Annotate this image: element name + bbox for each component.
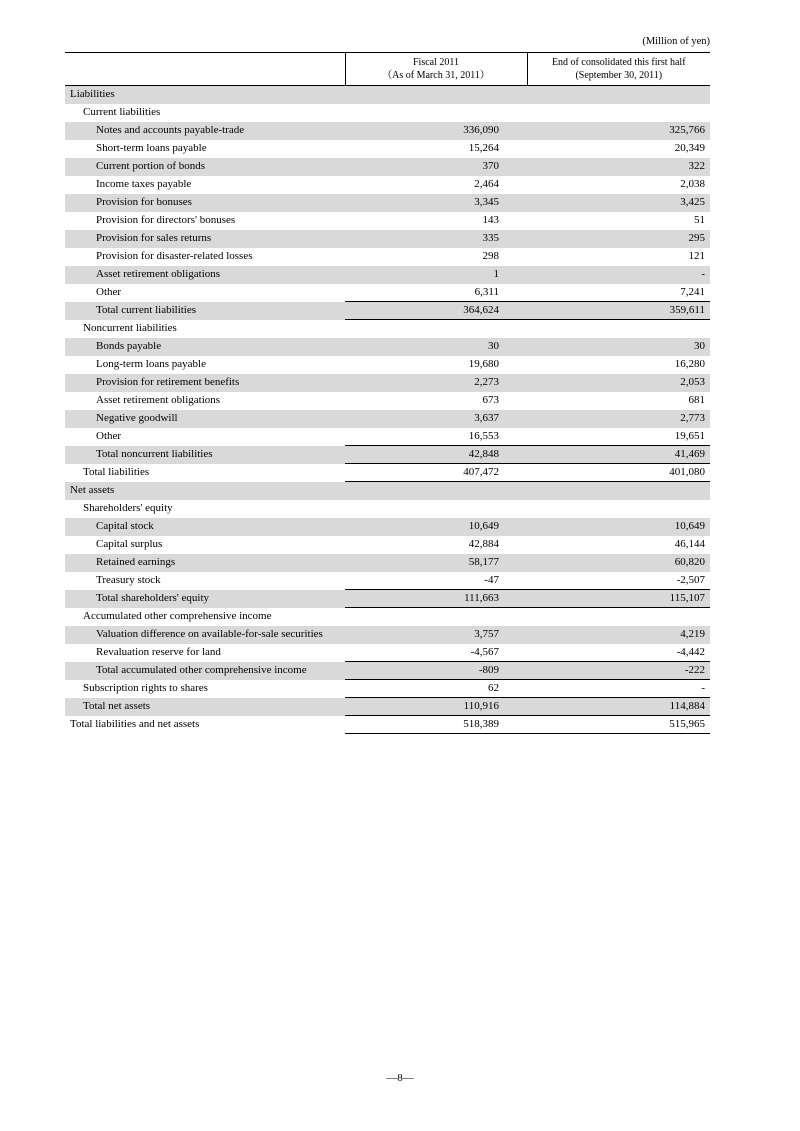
value-fiscal-2011: -47 bbox=[484, 573, 499, 586]
row-label: Total liabilities and net assets bbox=[70, 717, 200, 730]
row-label: Total net assets bbox=[65, 698, 345, 716]
table-row bbox=[65, 680, 710, 698]
table-row bbox=[65, 320, 710, 338]
table-row bbox=[65, 698, 710, 716]
value-fiscal-2011: 143 bbox=[482, 213, 499, 226]
value-first-half: -2,507 bbox=[676, 573, 705, 586]
value-fiscal-2011: -4,567 bbox=[470, 645, 499, 658]
value-fiscal-2011: 3,757 bbox=[345, 626, 527, 644]
row-label: Other bbox=[96, 429, 122, 442]
row-label: Noncurrent liabilities bbox=[83, 321, 177, 334]
value-first-half: - bbox=[527, 266, 710, 284]
table-row bbox=[65, 644, 710, 662]
value-first-half: 322 bbox=[527, 158, 710, 176]
row-label: Total shareholders' equity bbox=[65, 590, 345, 608]
value-first-half: 10,649 bbox=[527, 518, 710, 536]
value-fiscal-2011: 19,680 bbox=[468, 357, 499, 370]
row-label: Current portion of bonds bbox=[65, 158, 345, 176]
value-first-half: 60,820 bbox=[527, 554, 710, 572]
row-label: Net assets bbox=[65, 482, 345, 500]
row-label: Revaluation reserve for land bbox=[96, 645, 221, 658]
header-fiscal-2011-line2: （As of March 31, 2011） bbox=[382, 70, 490, 81]
value-fiscal-2011: 518,389 bbox=[345, 716, 527, 734]
header-row bbox=[65, 53, 710, 86]
value-first-half bbox=[527, 500, 710, 518]
value-first-half: 359,611 bbox=[527, 302, 710, 320]
page-number: —8— bbox=[386, 1072, 414, 1084]
table-row bbox=[65, 338, 710, 356]
value-fiscal-2011: 16,553 bbox=[468, 429, 499, 442]
value-first-half: 51 bbox=[694, 213, 705, 226]
table-row bbox=[65, 572, 710, 590]
table-row bbox=[65, 356, 710, 374]
value-fiscal-2011: 336,090 bbox=[345, 122, 527, 140]
table-row bbox=[65, 536, 710, 554]
value-fiscal-2011: 3,637 bbox=[345, 410, 527, 428]
value-first-half: 681 bbox=[688, 393, 705, 406]
value-fiscal-2011: 2,273 bbox=[345, 374, 527, 392]
value-first-half bbox=[527, 482, 710, 500]
value-fiscal-2011 bbox=[345, 104, 527, 122]
row-label: Treasury stock bbox=[96, 573, 161, 586]
value-first-half: -4,442 bbox=[676, 645, 705, 658]
unit-note: (Million of yen) bbox=[642, 36, 710, 47]
value-fiscal-2011: 370 bbox=[345, 158, 527, 176]
row-label: Provision for bonuses bbox=[65, 194, 345, 212]
row-label: Provision for retirement benefits bbox=[65, 374, 345, 392]
table-row bbox=[65, 176, 710, 194]
table-row bbox=[65, 626, 710, 644]
table-row bbox=[65, 86, 710, 104]
row-label: Notes and accounts payable-trade bbox=[65, 122, 345, 140]
value-fiscal-2011 bbox=[345, 500, 527, 518]
value-first-half: 515,965 bbox=[527, 716, 710, 734]
value-first-half: - bbox=[701, 681, 705, 694]
value-fiscal-2011: 42,848 bbox=[345, 446, 527, 464]
value-first-half: 4,219 bbox=[527, 626, 710, 644]
header-first-half bbox=[527, 53, 710, 86]
table-row bbox=[65, 428, 710, 446]
table-header bbox=[65, 53, 710, 86]
table-row bbox=[65, 590, 710, 608]
row-label: Liabilities bbox=[65, 86, 345, 104]
table-row bbox=[65, 482, 710, 500]
row-label: Short-term loans payable bbox=[96, 141, 207, 154]
table-row bbox=[65, 194, 710, 212]
row-label: Provision for directors' bonuses bbox=[96, 213, 236, 226]
row-label: Accumulated other comprehensive income bbox=[83, 609, 272, 622]
value-first-half: 30 bbox=[527, 338, 710, 356]
row-label: Current liabilities bbox=[83, 105, 161, 118]
balance-sheet-table bbox=[65, 52, 710, 734]
value-fiscal-2011: 407,472 bbox=[345, 464, 527, 482]
table-row bbox=[65, 266, 710, 284]
value-first-half: 121 bbox=[688, 249, 705, 262]
value-first-half bbox=[527, 608, 710, 626]
value-first-half: 16,280 bbox=[674, 357, 705, 370]
value-fiscal-2011: 58,177 bbox=[345, 554, 527, 572]
row-label: Total current liabilities bbox=[65, 302, 345, 320]
table-row bbox=[65, 716, 710, 734]
header-fiscal-2011-line1: Fiscal 2011 bbox=[412, 57, 459, 68]
row-label: Shareholders' equity bbox=[83, 501, 173, 514]
table-row bbox=[65, 284, 710, 302]
value-fiscal-2011: 111,663 bbox=[345, 590, 527, 608]
value-fiscal-2011: 335 bbox=[345, 230, 527, 248]
value-fiscal-2011 bbox=[345, 482, 527, 500]
value-first-half: 20,349 bbox=[674, 141, 705, 154]
value-first-half: 46,144 bbox=[674, 537, 705, 550]
row-label: Total noncurrent liabilities bbox=[65, 446, 345, 464]
row-label: Provision for sales returns bbox=[65, 230, 345, 248]
row-label: Total liabilities bbox=[83, 465, 150, 478]
table-row bbox=[65, 392, 710, 410]
value-first-half: 19,651 bbox=[674, 429, 705, 442]
table-row bbox=[65, 608, 710, 626]
value-fiscal-2011: 30 bbox=[345, 338, 527, 356]
value-fiscal-2011: 298 bbox=[482, 249, 499, 262]
value-fiscal-2011: -809 bbox=[345, 662, 527, 680]
row-label: Asset retirement obligations bbox=[96, 393, 221, 406]
table-row bbox=[65, 518, 710, 536]
table-row bbox=[65, 464, 710, 482]
table-row bbox=[65, 446, 710, 464]
value-first-half bbox=[527, 104, 710, 122]
value-first-half: 41,469 bbox=[527, 446, 710, 464]
row-label: Other bbox=[96, 285, 122, 298]
value-first-half: 3,425 bbox=[527, 194, 710, 212]
value-first-half: 2,053 bbox=[527, 374, 710, 392]
value-fiscal-2011 bbox=[345, 86, 527, 104]
value-fiscal-2011: 2,464 bbox=[474, 177, 499, 190]
value-first-half: -222 bbox=[527, 662, 710, 680]
value-fiscal-2011: 110,916 bbox=[345, 698, 527, 716]
value-first-half bbox=[527, 320, 710, 338]
value-first-half bbox=[527, 86, 710, 104]
value-first-half: 2,773 bbox=[527, 410, 710, 428]
table-row bbox=[65, 302, 710, 320]
value-fiscal-2011 bbox=[345, 608, 527, 626]
value-first-half: 401,080 bbox=[527, 464, 710, 482]
row-label: Subscription rights to shares bbox=[83, 681, 208, 694]
value-fiscal-2011: 364,624 bbox=[345, 302, 527, 320]
row-label: Capital stock bbox=[65, 518, 345, 536]
table-row bbox=[65, 248, 710, 266]
table-row bbox=[65, 374, 710, 392]
table-row bbox=[65, 212, 710, 230]
value-first-half: 114,884 bbox=[527, 698, 710, 716]
table-row bbox=[65, 554, 710, 572]
table-row bbox=[65, 662, 710, 680]
row-label: Income taxes payable bbox=[96, 177, 192, 190]
row-label: Provision for disaster-related losses bbox=[96, 249, 253, 262]
row-label: Valuation difference on available-for-sale securities bbox=[65, 626, 345, 644]
value-fiscal-2011: 10,649 bbox=[345, 518, 527, 536]
value-fiscal-2011: 6,311 bbox=[474, 285, 499, 298]
value-first-half: 2,038 bbox=[680, 177, 705, 190]
row-label: Total accumulated other comprehensive income bbox=[65, 662, 345, 680]
value-first-half: 115,107 bbox=[527, 590, 710, 608]
table-row bbox=[65, 230, 710, 248]
header-first-half-line1: End of consolidated this first half bbox=[551, 57, 686, 68]
value-fiscal-2011 bbox=[345, 320, 527, 338]
row-label: Retained earnings bbox=[65, 554, 345, 572]
table-row bbox=[65, 158, 710, 176]
table-row bbox=[65, 122, 710, 140]
header-first-half-line2: (September 30, 2011) bbox=[575, 70, 663, 81]
value-fiscal-2011: 15,264 bbox=[468, 141, 499, 154]
value-first-half: 295 bbox=[527, 230, 710, 248]
table-row bbox=[65, 500, 710, 518]
value-fiscal-2011: 42,884 bbox=[468, 537, 499, 550]
table-row bbox=[65, 104, 710, 122]
row-label: Long-term loans payable bbox=[96, 357, 206, 370]
value-fiscal-2011: 1 bbox=[345, 266, 527, 284]
value-first-half: 325,766 bbox=[527, 122, 710, 140]
value-fiscal-2011: 62 bbox=[488, 681, 499, 694]
header-label-cell bbox=[65, 53, 345, 86]
header-fiscal-2011 bbox=[345, 53, 527, 86]
row-label: Capital surplus bbox=[96, 537, 163, 550]
row-label: Asset retirement obligations bbox=[65, 266, 345, 284]
row-label: Negative goodwill bbox=[65, 410, 345, 428]
row-label: Bonds payable bbox=[65, 338, 345, 356]
value-fiscal-2011: 673 bbox=[482, 393, 499, 406]
value-first-half: 7,241 bbox=[680, 285, 705, 298]
value-fiscal-2011: 3,345 bbox=[345, 194, 527, 212]
table-row bbox=[65, 410, 710, 428]
table-row bbox=[65, 140, 710, 158]
table-body bbox=[65, 86, 710, 734]
